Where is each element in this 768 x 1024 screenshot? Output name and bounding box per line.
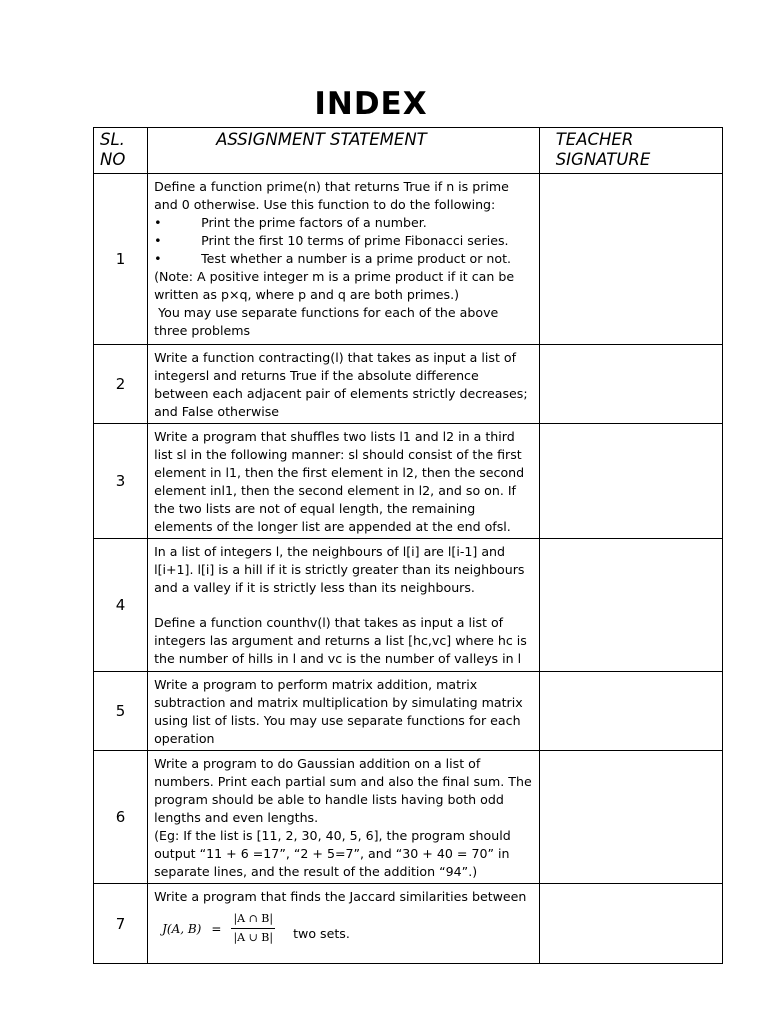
table-row	[94, 539, 723, 672]
statement-text: In a list of integers l, the neighbours of l[i] are l[i-1] and l[i+1]. l[i] is a hill if it is strictly greater than its neighbours and a valley if it is strictly less than its neighbours.	[154, 544, 525, 595]
assignment-statement	[148, 424, 540, 539]
statement-text: Define a function counthv(l) that takes as input a list of integers las argument and returns a list [hc,vc] where hc is the number of hills in l and vc is the number of valleys in l	[154, 615, 527, 666]
formula-denominator: |A ∪ B|	[233, 931, 274, 944]
assignment-statement	[148, 539, 540, 672]
bullet-glyph: •	[154, 233, 162, 248]
statement-text: Define a function prime(n) that returns True if n is prime and 0 otherwise. Use this function to do the following:	[154, 179, 509, 212]
example-text: (Eg: If the list is [11, 2, 30, 40, 5, 6], the program should output “11 + 6 =17”, “2 + 5=7”, and “30 + 40 = 70” in separate lines, and the result of the addition “94”.)	[154, 828, 511, 879]
bullet-text: Print the prime factors of a number.	[201, 215, 427, 230]
table-header-row	[94, 128, 723, 174]
row-number: 6	[94, 751, 148, 884]
table-row	[94, 345, 723, 424]
statement-text: Write a program to do Gaussian addition on a list of numbers. Print each partial sum and also the final sum. The program should be able to handle lists having both odd lengths and even lengths.	[154, 756, 532, 825]
assignment-statement	[148, 672, 540, 751]
row-number: 4	[94, 539, 148, 672]
bullet-item	[154, 214, 535, 232]
header-teacher-signature: TEACHER SIGNATURE	[539, 128, 722, 174]
table-row	[94, 174, 723, 345]
statement-text: Write a program that finds the Jaccard similarities between	[154, 889, 527, 904]
bullet-glyph: •	[154, 251, 162, 266]
assignment-statement	[148, 884, 540, 964]
table-row	[94, 751, 723, 884]
row-number: 1	[94, 174, 148, 345]
bullet-text: Test whether a number is a prime product or not.	[201, 251, 512, 266]
statement-text: two sets.	[293, 926, 350, 941]
bullet-text: Print the first 10 terms of prime Fibonacci series.	[201, 233, 509, 248]
bullet-item	[154, 232, 535, 250]
signature-cell	[539, 345, 722, 424]
signature-cell	[539, 424, 722, 539]
statement-text: Write a function contracting(l) that takes as input a list of integersl and returns True if the absolute difference between each adjacent pair of elements strictly decreases; and False otherwise	[154, 350, 528, 419]
bullet-glyph: •	[154, 215, 162, 230]
row-number: 5	[94, 672, 148, 751]
statement-text: Write a program that shuffles two lists l1 and l2 in a third list sl in the following manner: sl should consist of the first element in l1, then the first element in l2, then the second element inl1, then the second element in l2, and so on. If the two lists are not of equal length, the remaining elements of the longer list are appended at the end ofsl.	[154, 429, 525, 534]
table-row	[94, 424, 723, 539]
formula-lhs: J(A, B)	[162, 921, 202, 936]
assignment-statement	[148, 751, 540, 884]
formula-equals: =	[211, 921, 222, 936]
row-number: 2	[94, 345, 148, 424]
signature-cell	[539, 751, 722, 884]
note-text: (Note: A positive integer m is a prime product if it can be written as p×q, where p and q are both primes.)	[154, 269, 515, 302]
header-assignment-statement: ASSIGNMENT STATEMENT	[148, 128, 540, 174]
row-number: 7	[94, 884, 148, 964]
jaccard-formula	[162, 910, 275, 947]
formula-numerator: |A ∩ B|	[231, 910, 275, 929]
header-sl-no: SL. NO	[94, 128, 148, 174]
assignment-statement	[148, 345, 540, 424]
signature-cell	[539, 672, 722, 751]
note-text: You may use separate functions for each of the above three problems	[154, 305, 503, 338]
table-row	[94, 884, 723, 964]
page-title: INDEX	[314, 86, 428, 122]
row-number: 3	[94, 424, 148, 539]
index-table	[93, 127, 723, 964]
formula-fraction	[231, 910, 275, 947]
signature-cell	[539, 884, 722, 964]
signature-cell	[539, 174, 722, 345]
statement-text: Write a program to perform matrix addition, matrix subtraction and matrix multiplication by simulating matrix using list of lists. You may use separate functions for each operation	[154, 677, 523, 746]
bullet-item	[154, 250, 535, 268]
assignment-statement	[148, 174, 540, 345]
table-row	[94, 672, 723, 751]
signature-cell	[539, 539, 722, 672]
